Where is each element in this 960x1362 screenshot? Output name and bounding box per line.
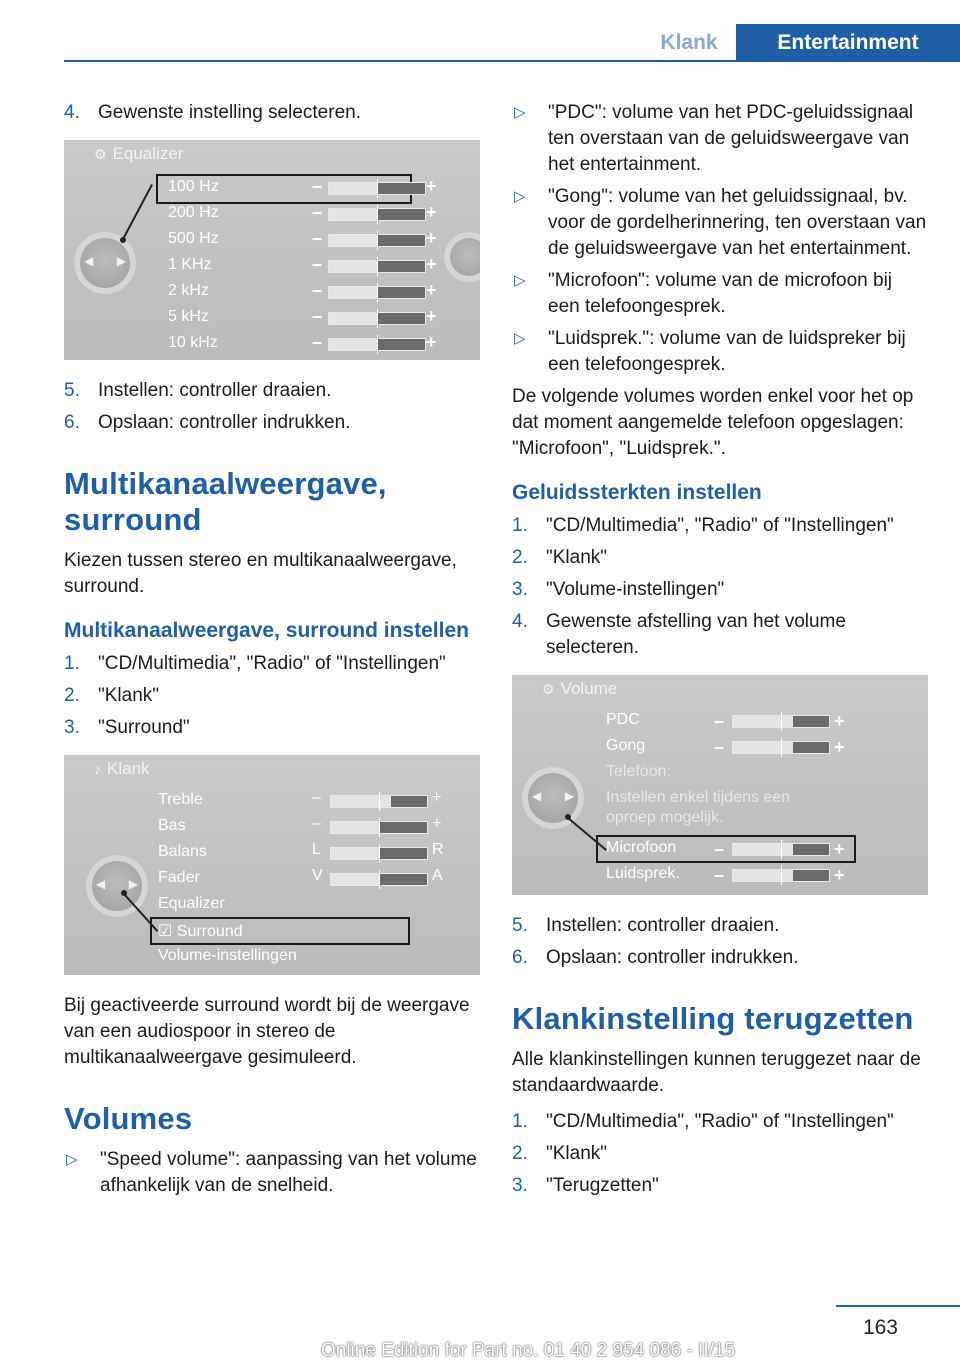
header-tab-entertainment[interactable]: Entertainment (736, 24, 960, 62)
klank-row-slider (330, 873, 428, 886)
pointer-line (121, 184, 153, 241)
header-tab-klank[interactable]: Klank (660, 31, 718, 54)
list-item (512, 268, 928, 320)
settings-icon: ⚙ (542, 681, 555, 697)
triangle-bullet-icon: ▷ (514, 330, 526, 347)
slider-fill (329, 209, 377, 220)
list-item (64, 651, 480, 677)
klank-surround (158, 921, 243, 941)
checkbox-icon: ☑ (158, 923, 177, 940)
settings-icon: ⚙ (94, 146, 107, 162)
step-text: "CD/Multimedia", "Radio" of "Instellingen" (98, 653, 446, 674)
volume-luidsprek-label: Luidsprek. (606, 865, 680, 882)
klank-row-right: A (432, 867, 443, 884)
step-number: 6. (512, 947, 528, 968)
step-number: 5. (64, 380, 80, 401)
volume-microfoon-label: Microfoon (606, 839, 677, 856)
triangle-bullet-icon: ▷ (514, 104, 526, 121)
minus-icon: – (312, 202, 323, 222)
step-number: 6. (64, 412, 80, 433)
eq-band-label: 1 KHz (168, 256, 212, 273)
minus-icon: – (312, 176, 323, 196)
step-text: "Volume-instellingen" (546, 579, 725, 600)
bullet-speed-volume (64, 1147, 480, 1199)
list-item (512, 1109, 928, 1135)
slider-center-tick (377, 283, 378, 302)
slider-center-tick (377, 231, 378, 250)
bullet-text: "Microfoon": volume van de microfoon bij een telefoongesprek. (548, 270, 893, 317)
klank-row-left: – (312, 789, 321, 806)
paragraph-multikanaal: Kiezen tussen stereo en multikanaalweergave, surround. (64, 550, 457, 597)
klank-row-slider (330, 795, 428, 808)
pointer-dot (565, 814, 571, 820)
minus-icon: – (312, 228, 323, 248)
left-column (64, 100, 480, 1205)
klank-row-slider (330, 821, 428, 834)
eq-band-slider (328, 312, 426, 325)
bullet-text: "PDC": volume van het PDC-geluidssignaal ten overstaan van de geluidsweergave van het entertainment. (548, 102, 914, 175)
volume-microfoon-slider (732, 843, 830, 856)
plus-icon: + (426, 176, 437, 196)
minus-icon: – (312, 306, 323, 326)
slider-fill (733, 870, 793, 881)
step-text: Instellen: controller draaien. (546, 915, 780, 936)
surround-label: Surround (176, 923, 243, 940)
klank-row-left: L (312, 841, 321, 858)
step-number: 2. (512, 547, 528, 568)
minus-icon: – (714, 737, 725, 757)
slider-center-tick (377, 309, 378, 328)
eq-band-label: 200 Hz (168, 204, 219, 221)
screen-title (94, 144, 183, 164)
klank-row-left: V (312, 867, 323, 884)
minus-icon: – (312, 332, 323, 352)
step-text: Instellen: controller draaien. (98, 380, 332, 401)
klank-equalizer: Equalizer (158, 895, 225, 912)
eq-band-slider (328, 182, 426, 195)
plus-icon: + (834, 839, 845, 859)
step-number: 1. (512, 1111, 528, 1132)
volume-note-line1: Instellen enkel tijdens een (606, 789, 791, 806)
step-4 (64, 100, 480, 126)
screen-title (94, 759, 150, 779)
footer-rule (836, 1305, 960, 1307)
list-item (512, 1141, 928, 1167)
step-number: 5. (512, 915, 528, 936)
triangle-bullet-icon: ▷ (514, 272, 526, 289)
slider-fill (329, 183, 377, 194)
slider-fill (331, 848, 379, 859)
eq-band-slider (328, 260, 426, 273)
step-text: "Surround" (98, 717, 190, 738)
controller-knob-icon: ◀ ▶ (522, 767, 584, 829)
step-5 (512, 913, 928, 939)
list-item (64, 683, 480, 709)
eq-band-label: 500 Hz (168, 230, 219, 247)
slider-center-tick (781, 840, 782, 859)
volume-gong-label: Gong (606, 737, 646, 754)
plus-icon: + (834, 865, 845, 885)
list-item (512, 184, 928, 262)
slider-fill (329, 261, 377, 272)
plus-icon: + (426, 306, 437, 326)
klank-row-label: Balans (158, 843, 207, 860)
screen-title (542, 679, 617, 699)
eq-band-label: 2 kHz (168, 282, 209, 299)
eq-band-slider (328, 286, 426, 299)
plus-icon: + (426, 280, 437, 300)
step-6 (512, 945, 928, 971)
triangle-bullet-icon: ▷ (66, 1151, 78, 1168)
slider-fill (331, 874, 379, 885)
volume-pdc-slider (732, 715, 830, 728)
klank-row-right: + (432, 815, 442, 832)
plus-icon: + (834, 737, 845, 757)
klank-screenshot (64, 755, 480, 975)
slider-center-tick (781, 712, 782, 731)
volume-pdc-label: PDC (606, 711, 640, 728)
slider-center-tick (379, 818, 380, 837)
klank-row-slider (330, 847, 428, 860)
slider-center-tick (379, 844, 380, 863)
list-item (512, 513, 928, 539)
slider-fill (733, 742, 793, 753)
klank-volume-instellingen: Volume-instellingen (158, 947, 297, 964)
controller-knob-icon: ◀ ▶ (74, 232, 136, 294)
step-text: Opslaan: controller indrukken. (546, 947, 799, 968)
pointer-dot (121, 890, 127, 896)
plus-icon: + (426, 228, 437, 248)
step-number: 1. (64, 653, 80, 674)
klank-title: Klank (107, 759, 150, 778)
slider-fill (329, 235, 377, 246)
slider-center-tick (377, 257, 378, 276)
sound-icon: ♪ (94, 761, 101, 777)
slider-fill (329, 287, 377, 298)
volume-screenshot (512, 675, 928, 895)
bullet-text: "Gong": volume van het geluidssignaal, bv. voor de gordelherinnering, ten overstaan van de geluidsweergave van het entertainment. (548, 186, 927, 259)
slider-center-tick (781, 738, 782, 757)
right-column (512, 100, 928, 1205)
slider-center-tick (379, 792, 380, 811)
eq-band-label: 100 Hz (168, 178, 219, 195)
step-text: "Terugzetten" (546, 1175, 659, 1196)
volume-note-line2: oproep mogelijk. (606, 809, 724, 826)
slider-fill (733, 716, 793, 727)
equalizer-screenshot (64, 140, 480, 360)
page-number: 163 (862, 1316, 898, 1339)
step-text: Opslaan: controller indrukken. (98, 412, 351, 433)
step-6 (64, 410, 480, 436)
eq-band-label: 10 kHz (168, 334, 218, 351)
volume-luidsprek-slider (732, 869, 830, 882)
bullet-text: "Luidsprek.": volume van de luidspreker bij een telefoongesprek. (548, 328, 906, 375)
slider-fill (331, 822, 379, 833)
step-text: "CD/Multimedia", "Radio" of "Instellingen" (546, 515, 894, 536)
klank-row-label: Treble (158, 791, 203, 808)
paragraph-surround: Bij geactiveerde surround wordt bij de weergave van een audiospoor in stereo de multikanaalweergave gesimuleerd. (64, 995, 470, 1068)
list-item (512, 1173, 928, 1199)
list-item (512, 609, 928, 661)
subheading-multikanaal: Multikanaalweergave, surround instellen (64, 619, 469, 642)
slider-center-tick (377, 335, 378, 354)
minus-icon: – (312, 254, 323, 274)
plus-icon: + (834, 711, 845, 731)
eq-band-slider (328, 234, 426, 247)
list-item (512, 577, 928, 603)
slider-center-tick (377, 205, 378, 224)
heading-volumes: Volumes (64, 1101, 193, 1136)
list-item (512, 545, 928, 571)
heading-multikanaal: Multikanaalweergave, surround (64, 466, 387, 537)
slider-fill (329, 339, 377, 350)
slider-center-tick (377, 179, 378, 198)
klank-row-left: – (312, 815, 321, 832)
eq-band-slider (328, 338, 426, 351)
step-number: 4. (512, 611, 528, 632)
minus-icon: – (714, 865, 725, 885)
header-rule (64, 60, 960, 62)
step-number: 2. (512, 1143, 528, 1164)
minus-icon: – (714, 839, 725, 859)
step-number: 3. (512, 579, 528, 600)
klank-row-label: Fader (158, 869, 200, 886)
triangle-bullet-icon: ▷ (514, 188, 526, 205)
slider-fill (329, 313, 377, 324)
plus-icon: + (426, 254, 437, 274)
step-number: 1. (512, 515, 528, 536)
subheading-geluidssterkten: Geluidssterkten instellen (512, 481, 762, 504)
step-number: 3. (64, 717, 80, 738)
plus-knob-icon (444, 232, 480, 282)
klank-row-label: Bas (158, 817, 186, 834)
minus-icon: – (714, 711, 725, 731)
slider-fill (733, 844, 793, 855)
list-item (512, 326, 928, 378)
minus-icon: – (312, 280, 323, 300)
step-number: 2. (64, 685, 80, 706)
slider-center-tick (379, 870, 380, 889)
klank-row-right: + (432, 789, 442, 806)
eq-band-slider (328, 208, 426, 221)
step-text: Gewenste afstelling van het volume selecteren. (546, 611, 846, 658)
pointer-dot (120, 237, 126, 243)
slider-center-tick (781, 866, 782, 885)
heading-klankinstelling: Klankinstelling terugzetten (512, 1001, 914, 1036)
step-number: 3. (512, 1175, 528, 1196)
volume-gong-slider (732, 741, 830, 754)
equalizer-title: Equalizer (112, 144, 184, 163)
step-text: "CD/Multimedia", "Radio" of "Instellingen" (546, 1111, 894, 1132)
step-text: "Klank" (546, 1143, 608, 1164)
step-number: 4. (64, 102, 80, 123)
paragraph-reset: Alle klankinstellingen kunnen teruggezet naar de standaardwaarde. (512, 1049, 921, 1096)
list-item (64, 715, 480, 741)
plus-icon: + (426, 332, 437, 352)
plus-icon: + (426, 202, 437, 222)
volume-telefoon-label: Telefoon: (606, 763, 671, 780)
step-text: Gewenste instelling selecteren. (98, 102, 361, 123)
step-text: "Klank" (546, 547, 608, 568)
klank-row-right: R (432, 841, 444, 858)
slider-fill (331, 796, 391, 807)
eq-band-label: 5 kHz (168, 308, 209, 325)
step-5 (64, 378, 480, 404)
volume-title: Volume (560, 679, 618, 698)
bullet-text: "Speed volume": aanpassing van het volume afhankelijk van de snelheid. (100, 1149, 477, 1196)
footer-edition: Online Edition for Part no. 01 40 2 954 086 - II/15 (320, 1340, 736, 1361)
list-item (512, 100, 928, 178)
controller-knob-icon: ◀ ▶ (86, 855, 148, 917)
paragraph-volumes: De volgende volumes worden enkel voor het op dat moment aangemelde telefoon opgeslagen: "Microfoon", "Luidsprek.". (512, 386, 914, 459)
step-text: "Klank" (98, 685, 160, 706)
